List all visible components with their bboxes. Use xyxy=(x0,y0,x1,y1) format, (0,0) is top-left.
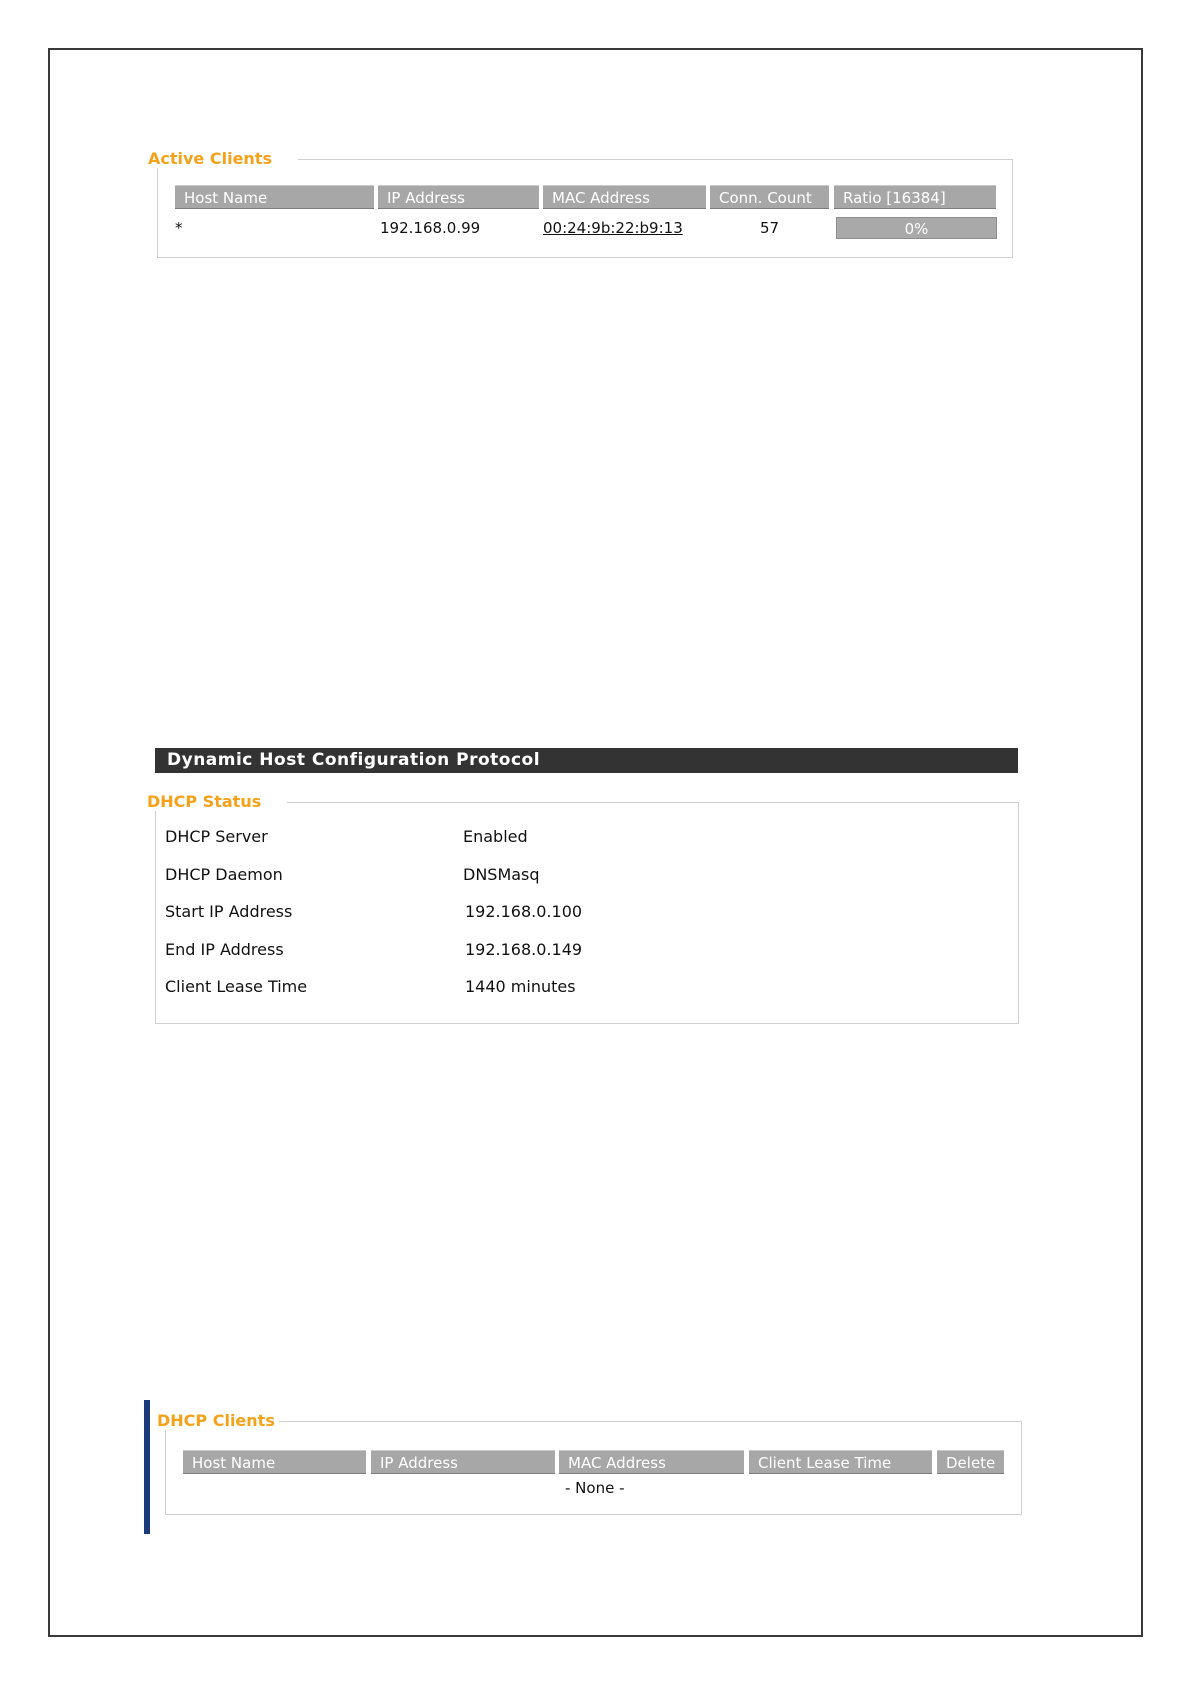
end-ip-label: End IP Address xyxy=(165,940,284,959)
dhcp-col-header-mac-address: MAC Address xyxy=(559,1450,744,1474)
client-lease-time-label: Client Lease Time xyxy=(165,977,308,996)
dhcp-clients-accent-bar xyxy=(144,1400,150,1534)
dhcp-clients-legend: DHCP Clients xyxy=(155,1412,279,1430)
dhcp-clients-empty-text: - None - xyxy=(565,1479,625,1497)
dhcp-server-label: DHCP Server xyxy=(165,827,268,846)
dhcp-section-title: Dynamic Host Configuration Protocol xyxy=(155,748,1018,773)
col-header-ratio: Ratio [16384] xyxy=(834,185,996,209)
dhcp-col-header-delete: Delete xyxy=(937,1450,1004,1474)
start-ip-value: 192.168.0.100 xyxy=(465,902,583,921)
dhcp-col-header-ip-address: IP Address xyxy=(371,1450,555,1474)
client-lease-time-value: 1440 minutes xyxy=(465,977,576,996)
end-ip-value: 192.168.0.149 xyxy=(465,940,583,959)
active-clients-legend: Active Clients xyxy=(146,150,298,168)
dhcp-status-rows xyxy=(155,802,1019,1024)
dhcp-col-header-host-name: Host Name xyxy=(183,1450,366,1474)
col-header-conn-count: Conn. Count xyxy=(710,185,829,209)
client-host-name: * xyxy=(175,219,183,237)
dhcp-daemon-value: DNSMasq xyxy=(463,865,540,884)
dhcp-server-value: Enabled xyxy=(463,827,528,846)
col-header-host-name: Host Name xyxy=(175,185,374,209)
client-ratio-bar: 0% xyxy=(836,217,997,239)
col-header-mac-address: MAC Address xyxy=(543,185,706,209)
client-conn-count: 57 xyxy=(760,219,780,237)
col-header-ip-address: IP Address xyxy=(378,185,539,209)
dhcp-col-header-client-lease-time: Client Lease Time xyxy=(749,1450,932,1474)
client-ip-address: 192.168.0.99 xyxy=(380,219,481,237)
client-mac-address-link[interactable]: 00:24:9b:22:b9:13 xyxy=(543,219,683,237)
dhcp-status-legend: DHCP Status xyxy=(145,793,287,811)
start-ip-label: Start IP Address xyxy=(165,902,293,921)
dhcp-daemon-label: DHCP Daemon xyxy=(165,865,283,884)
